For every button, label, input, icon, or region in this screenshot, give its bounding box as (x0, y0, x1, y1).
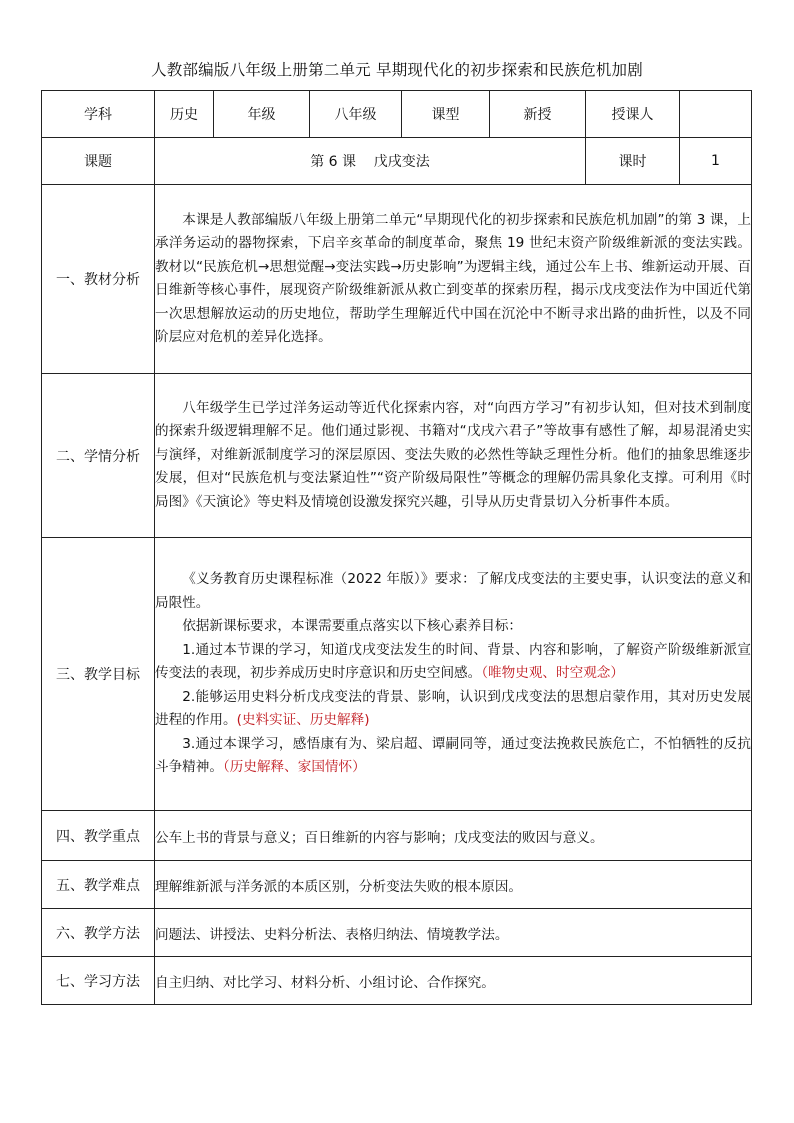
goal-1-text: 1.通过本节课的学习，知道戊戌变法发生的时间、背景、内容和影响，了解资产阶级维新派宣传变法的表现，初步养成历史时序意识和历史空间感。 (155, 641, 751, 682)
document-title: 人教部编版八年级上册第二单元 早期现代化的初步探索和民族危机加剧 (151, 61, 643, 79)
key-points-label: 四、教学重点 (42, 811, 155, 861)
textbook-analysis-row (42, 185, 752, 374)
grade-label: 年级 (214, 91, 310, 138)
goal-2-literacy-tag: (史料实证、历史解释) (236, 712, 370, 729)
student-analysis-text: 八年级学生已学过洋务运动等近代化探索内容，对“向西方学习”有初步认知，但对技术到制度的探索升级逻辑理解不足。他们通过影视、书籍对“戊戌六君子”等故事有感性了解，却易混淆史实与演绎，对维新派制度学习的深层原因、变法失败的必然性等缺乏理性分析。他们的抽象思维逐步发展，但对“民族危机与变法紧迫性”“资产阶级局限性”等概念的理解仍需具象化支撑。可利用《时局图》《天演论》等史料及情境创设激发探究兴趣，引导从历史背景切入分析事件本质。 (155, 399, 751, 510)
goal-3-literacy-tag: （历史解释、家国情怀） (222, 759, 366, 776)
difficulties-row (42, 861, 752, 909)
curriculum-standard-text: 《义务教育历史课程标准（2022 年版）》要求：了解戊戌变法的主要史事，认识变法的意义和局限性。 (155, 571, 751, 611)
key-points-row (42, 811, 752, 861)
topic-value: 第 6 课 戊戌变法 (155, 138, 586, 185)
teaching-goals-row (42, 538, 752, 811)
textbook-analysis-text: 本课是人教部编版八年级上册第二单元“早期现代化的初步探索和民族危机加剧”的第 3 课，上承洋务运动的器物探索，下启辛亥革命的制度革命，聚焦 19 世纪末资产阶级维新派的变法实践。教材以“民族危机→思想觉醒→变法实践→历史影响”为逻辑主线，通过公车上书、维新运动开展、百日维新等核心事件，展现资产阶级维新派从救亡到变革的探索历程，揭示戊戌变法作为中国近代第一次思想解放运动的历史地位，帮助学生理解近代中国在沉沦中不断寻求出路的曲折性，以及不同阶层应对危机的差异化选择。 (155, 211, 751, 345)
goal-1-literacy-tag: （唯物史观、时空观念） (481, 665, 624, 682)
learning-methods-label: 七、学习方法 (42, 957, 155, 1005)
goal-3 (155, 733, 751, 780)
grade-value: 八年级 (310, 91, 402, 138)
difficulties-label: 五、教学难点 (42, 861, 155, 909)
learning-methods-text: 自主归纳、对比学习、材料分析、小组讨论、合作探究。 (155, 957, 752, 1005)
header-row (42, 91, 752, 138)
textbook-analysis-content (155, 185, 752, 374)
learning-methods-row (42, 957, 752, 1005)
difficulties-text: 理解维新派与洋务派的本质区别，分析变法失败的根本原因。 (155, 861, 752, 909)
goal-2 (155, 686, 751, 733)
teaching-goals-content (155, 538, 752, 811)
goals-intro-text: 依据新课标要求，本课需要重点落实以下核心素养目标： (182, 618, 523, 635)
teaching-methods-text: 问题法、讲授法、史料分析法、表格归纳法、情境教学法。 (155, 909, 752, 957)
textbook-analysis-label: 一、教材分析 (42, 185, 155, 374)
teacher-label: 授课人 (586, 91, 680, 138)
teaching-methods-row (42, 909, 752, 957)
teaching-goals-label: 三、教学目标 (42, 538, 155, 811)
teaching-methods-label: 六、教学方法 (42, 909, 155, 957)
lesson-type-value: 新授 (490, 91, 586, 138)
topic-row (42, 138, 752, 185)
topic-label: 课题 (42, 138, 155, 185)
lesson-type-label: 课型 (402, 91, 490, 138)
subject-value: 历史 (155, 91, 214, 138)
student-analysis-row (42, 374, 752, 538)
key-points-text: 公车上书的背景与意义；百日维新的内容与影响；戊戌变法的败因与意义。 (155, 811, 752, 861)
student-analysis-label: 二、学情分析 (42, 374, 155, 538)
goal-3-text: 3.通过本课学习，感悟康有为、梁启超、谭嗣同等，通过变法挽救民族危亡，不怕牺牲的反抗斗争精神。 (155, 735, 751, 776)
lesson-plan-table (41, 90, 752, 1005)
class-hours-value: 1 (680, 138, 752, 185)
goal-1 (155, 639, 751, 686)
subject-label: 学科 (42, 91, 155, 138)
goal-2-text: 2.能够运用史料分析戊戌变法的背景、影响，认识到戊戌变法的思想启蒙作用，其对历史发展进程的作用。 (155, 688, 751, 729)
class-hours-label: 课时 (586, 138, 680, 185)
teacher-value (680, 91, 752, 138)
student-analysis-content (155, 374, 752, 538)
